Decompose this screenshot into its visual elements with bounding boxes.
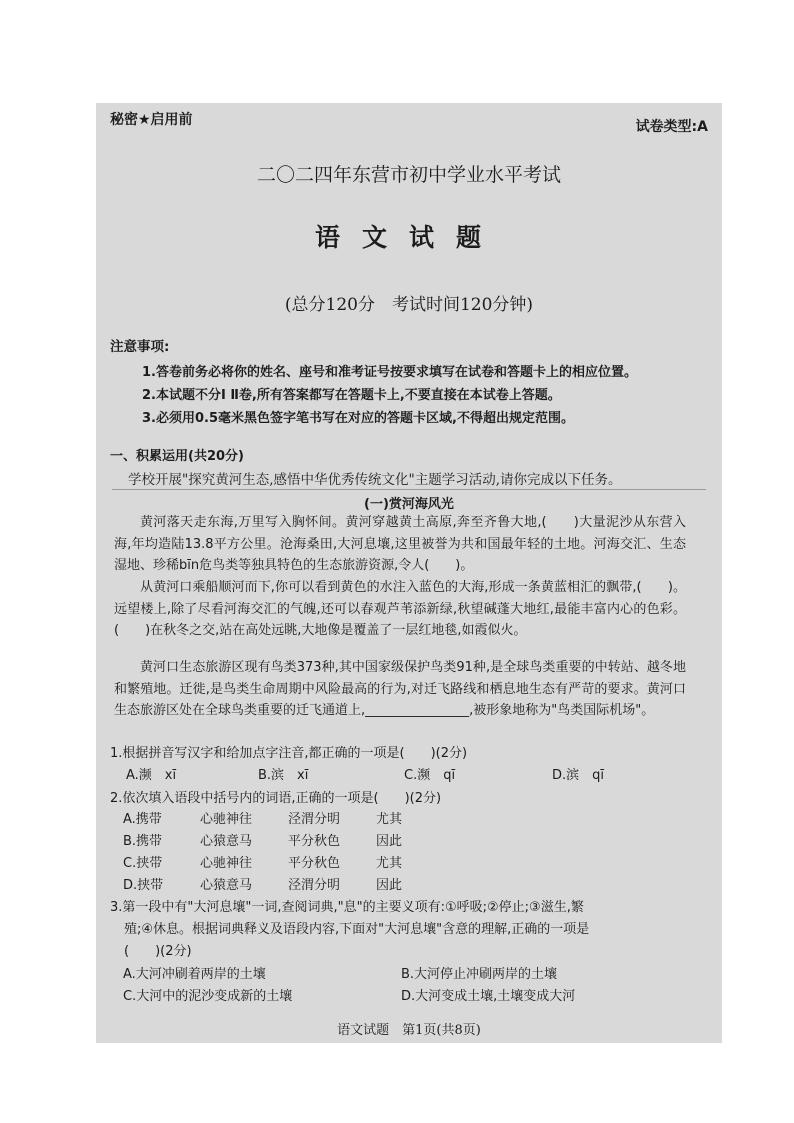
q2-cell: 心驰神往 bbox=[200, 856, 253, 871]
question-1-stem: 1.根据拼音写汉字和给加点字注音,都正确的一项是( )(2分) bbox=[110, 746, 468, 761]
page-footer: 语文试题 第1页(共8页) bbox=[337, 1023, 481, 1038]
confidential-label: 秘密★启用前 bbox=[110, 112, 193, 128]
divider bbox=[112, 489, 706, 490]
q2-option-b: B.携带 bbox=[123, 834, 163, 849]
q2-cell: 平分秋色 bbox=[288, 856, 341, 871]
section-title: 一、积累运用(共20分) bbox=[110, 449, 244, 464]
subject-title: 语文试题 bbox=[314, 223, 503, 252]
q3-option-d: D.大河变成土壤,土壤变成大河 bbox=[401, 989, 576, 1004]
q2-cell: 平分秋色 bbox=[288, 834, 341, 849]
q2-option-c: C.挟带 bbox=[123, 856, 163, 871]
q3-option-b: B.大河停止冲刷两岸的土壤 bbox=[401, 967, 558, 982]
q1-option-a: A.濒 xī bbox=[126, 768, 177, 783]
section-intro: 学校开展"探究黄河生态,感悟中华优秀传统文化"主题学习活动,请你完成以下任务。 bbox=[128, 472, 622, 488]
passage-paragraph: 黄河落天走东海,万里写入胸怀间。黄河穿越黄土高原,奔至齐鲁大地,( )大量泥沙从东营入海,年均造陆13.8平方公里。沧海桑田,大河息壤,这里被誉为共和国最年轻的土地。河海交汇、生态湿地、珍稀bīn危鸟类等独具特色的生态旅游资源,令人( )。 bbox=[114, 515, 686, 573]
q2-cell: 因此 bbox=[376, 834, 403, 849]
notes-title: 注意事项: bbox=[110, 339, 170, 355]
q1-option-b: B.滨 xī bbox=[258, 768, 309, 783]
q2-cell: 尤其 bbox=[376, 856, 403, 871]
note-item: 1.答卷前务必将你的姓名、座号和准考证号按要求填写在试卷和答题卡上的相应位置。 bbox=[142, 365, 637, 380]
q2-option-a: A.携带 bbox=[123, 812, 162, 827]
q2-cell: 心猿意马 bbox=[200, 878, 253, 893]
note-item: 3.必须用0.5毫米黑色签字笔书写在对应的答题卡区域,不得超出规定范围。 bbox=[142, 411, 574, 426]
question-3-stem: ( )(2分) bbox=[124, 944, 192, 959]
question-3-stem: 殖;④休息。根据词典释义及语段内容,下面对"大河息壤"含意的理解,正确的一项是 bbox=[124, 922, 590, 937]
passage-subheading: (一)赏河海风光 bbox=[364, 497, 454, 512]
passage-paragraph: 从黄河口乘船顺河而下,你可以看到黄色的水注入蓝色的大海,形成一条黄蓝相汇的飘带,( )。远望楼上,除了尽看河海交汇的气魄,还可以春观芦苇添新绿,秋望碱蓬大地红,最能丰富内心的色彩。( )在秋冬之交,站在高处远眺,大地像是覆盖了一层红地毯,如霞似火。 bbox=[114, 580, 686, 638]
q2-cell: 泾渭分明 bbox=[288, 812, 341, 827]
q2-cell: 心猿意马 bbox=[200, 834, 253, 849]
exam-title: 二〇二四年东营市初中学业水平考试 bbox=[256, 164, 561, 186]
q3-option-c: C.大河中的泥沙变成新的土壤 bbox=[123, 989, 293, 1004]
passage-paragraph: 黄河口生态旅游区现有鸟类373种,其中国家级保护鸟类91种,是全球鸟类重要的中转站、越冬地和繁殖地。迁徙,是鸟类生命周期中风险最高的行为,对迁飞路线和栖息地生态有严苛的要求。黄河口生态旅游区处在全球鸟类重要的迁飞通道上,________________,被形象地称为"鸟类国际机场"。 bbox=[114, 660, 686, 718]
paper-type-label: 试卷类型:A bbox=[635, 119, 708, 135]
q2-cell: 心驰神往 bbox=[200, 812, 253, 827]
note-item: 2.本试题不分Ⅰ Ⅱ卷,所有答案都写在答题卡上,不要直接在本试卷上答题。 bbox=[142, 388, 561, 403]
q3-option-a: A.大河冲刷着两岸的土壤 bbox=[123, 967, 266, 982]
q1-option-d: D.滨 qī bbox=[552, 768, 605, 783]
q1-option-c: C.濒 qī bbox=[404, 768, 456, 783]
q2-option-d: D.挟带 bbox=[123, 878, 164, 893]
score-time: (总分120分 考试时间120分钟) bbox=[284, 295, 534, 315]
question-2-stem: 2.依次填入语段中括号内的词语,正确的一项是( )(2分) bbox=[110, 791, 442, 806]
question-3-stem: 3.第一段中有"大河息壤"一词,查阅词典,"息"的主要义项有:①呼吸;②停止;③滋生,繁 bbox=[110, 900, 584, 915]
q2-cell: 泾渭分明 bbox=[288, 878, 341, 893]
exam-sheet bbox=[96, 103, 722, 1043]
q2-cell: 尤其 bbox=[376, 812, 403, 827]
q2-cell: 因此 bbox=[376, 878, 403, 893]
